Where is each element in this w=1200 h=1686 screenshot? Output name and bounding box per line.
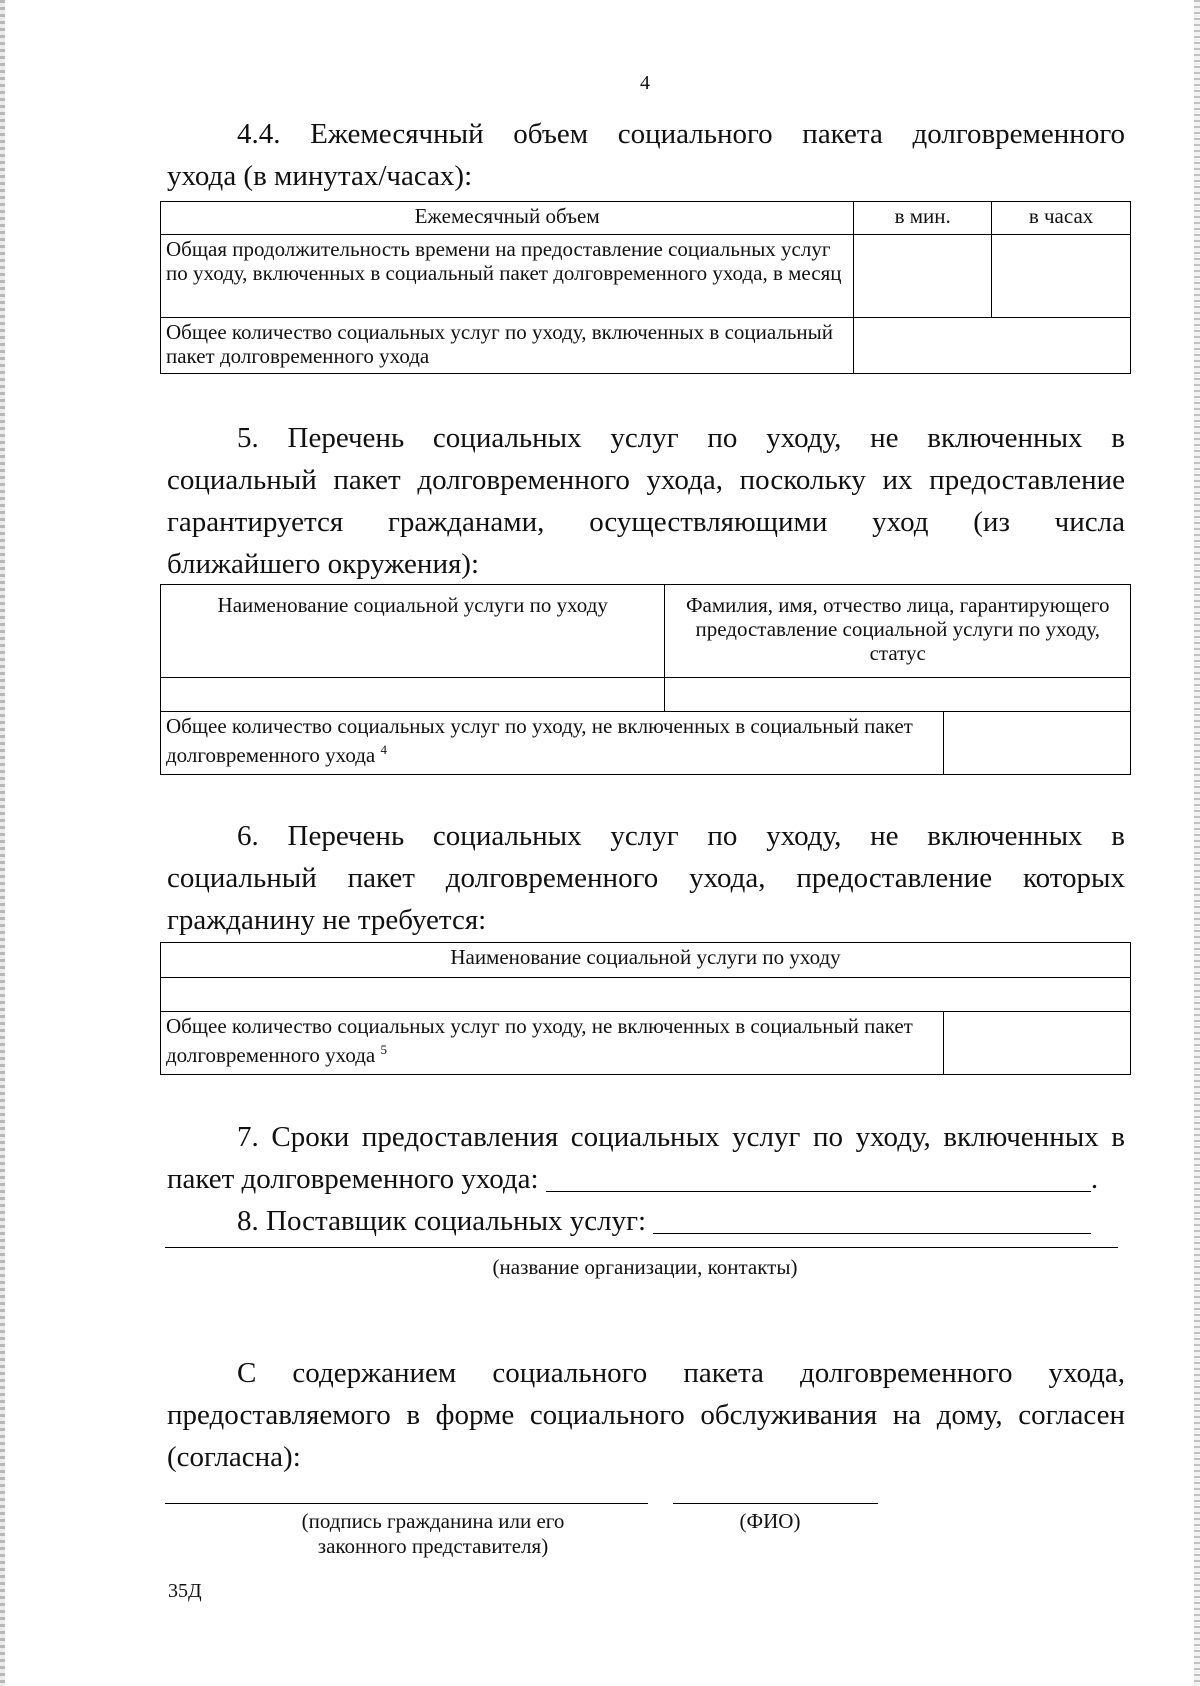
table-cell-total-services-value[interactable] [854,318,1131,374]
table-header-hours: в часах [992,202,1131,235]
guaranteed-services-table [160,584,1131,775]
not-required-services-table [160,942,1131,1075]
table-cell-total-duration: Общая продолжительность времени на предоставление социальных услуг по уходу, включенных в социальный пакет долговременного ухода, в месяц [161,235,854,318]
table-cell-guarantor[interactable] [665,678,1131,712]
document-code: 35Д [168,1580,202,1602]
page-number: 4 [640,72,650,94]
table-header-monthly-volume: Ежемесячный объем [161,202,854,235]
table-cell-duration-minutes[interactable] [854,235,992,318]
section-6-heading: 6. Перечень социальных услуг по уходу, не включенных в социальный пакет долговременного ухода, предоставление которых гражданину не требуется: [167,820,1125,936]
table-header-service-name-2: Наименование социальной услуги по уходу [161,943,1131,978]
provider-caption: (название организации, контакты) [492,1255,798,1279]
footnote-5: 5 [380,1042,387,1057]
signature-caption: (подпись гражданина или его законного представителя) [301,1509,565,1558]
provider-input-line-2[interactable] [165,1247,1118,1248]
table-cell-not-required-total-label: Общее количество социальных услуг по уходу, не включенных в социальный пакет долговременного ухода $^5$ [161,1012,944,1075]
section-4-4-heading: 4.4. Ежемесячный объем социального пакета долговременного ухода (в минутах/часах): [167,118,1125,192]
scan-edge-left [0,0,5,1686]
table-header-minutes: в мин. [854,202,992,235]
table-cell-service-name-2[interactable] [161,978,1131,1012]
section-5-heading: 5. Перечень социальных услуг по уходу, не включенных в социальный пакет долговременного ухода, поскольку их предоставление гарантируется гражданами, осуществляющими уход (из числа ближайшего окружения): [167,422,1125,580]
monthly-volume-table [160,201,1131,374]
provider-input-line[interactable] [653,1203,1091,1234]
table-cell-excluded-total-value[interactable] [944,712,1131,775]
table-cell-service-name[interactable] [161,678,665,712]
signature-line[interactable] [165,1503,648,1504]
table-cell-not-required-total-value[interactable] [944,1012,1131,1075]
footnote-4: 4 [380,742,387,757]
table-cell-total-services: Общее количество социальных услуг по уходу, включенных в социальный пакет долговременного ухода [161,318,854,374]
terms-input-line[interactable] [546,1161,1091,1192]
table-cell-duration-hours[interactable] [992,235,1131,318]
full-name-line[interactable] [673,1503,878,1504]
full-name-caption: (ФИО) [739,1509,801,1533]
section-8: 8. Поставщик социальных услуг: [167,1200,1125,1242]
table-header-service-name: Наименование социальной услуги по уходу [161,585,665,678]
section-7: 7. Сроки предоставления социальных услуг по уходу, включенных в пакет долговременного ухода: . [167,1121,1125,1195]
table-cell-excluded-total-label: Общее количество социальных услуг по уходу, не включенных в социальный пакет долговременного ухода $^4$ [161,712,944,775]
consent-text: С содержанием социального пакета долговременного ухода, предоставляемого в форме социального обслуживания на дому, согласен (согласна): [167,1357,1125,1473]
table-header-guarantor: Фамилия, имя, отчество лица, гарантирующего предоставление социальной услуги по уходу, статус [665,585,1131,678]
scan-edge-right [1194,0,1200,1686]
